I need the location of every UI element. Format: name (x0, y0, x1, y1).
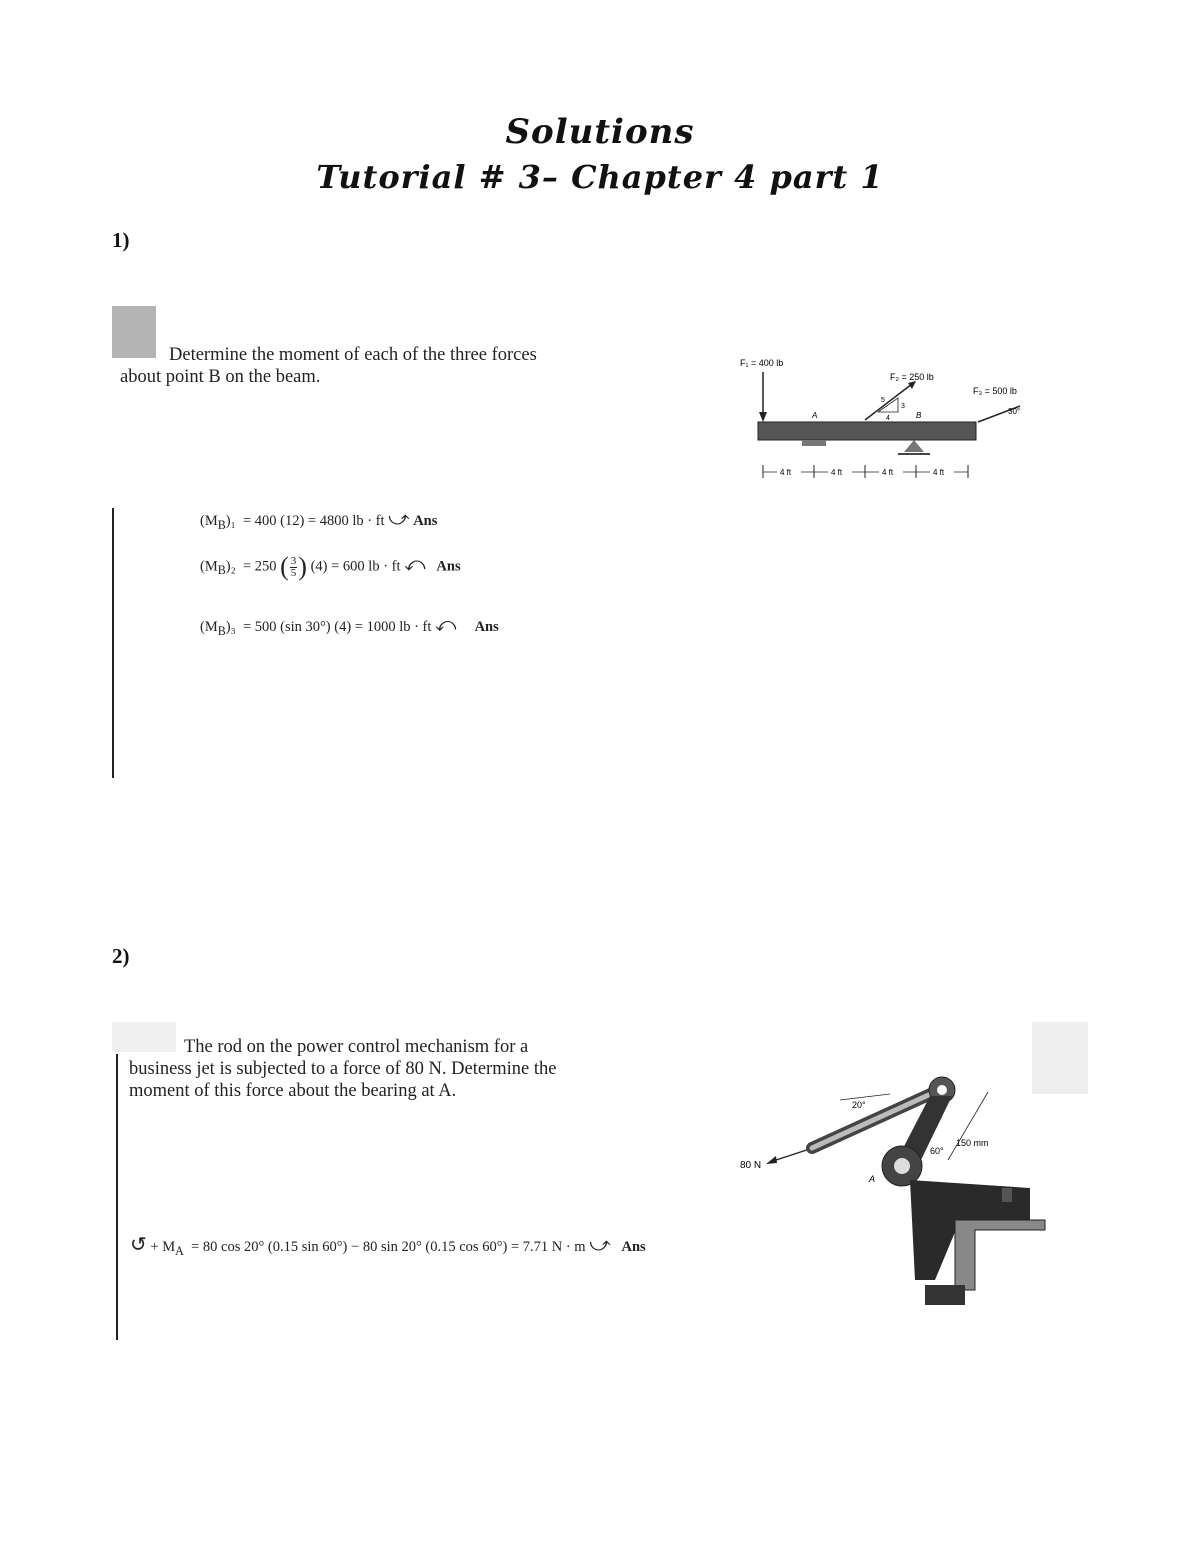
question-1-text-line1: Determine the moment of each of the three forces (169, 345, 537, 365)
counterclockwise-sign-icon: ↺ (130, 1234, 147, 1256)
clockwise-moment-icon: ⤻ (589, 1234, 611, 1256)
dim-label-1: 4 ft (780, 468, 792, 477)
q1-equation-3: $(M_B)_3 = 500$ (sin 30°) (4) = 1000 lb · ft ⤺ Ans (200, 614, 499, 638)
f3-label: F₃ = 500 lb (973, 386, 1017, 396)
force-label: 80 N (740, 1160, 762, 1171)
tri-4-label: 4 (886, 415, 890, 422)
question-2-marker (112, 1022, 176, 1052)
question-1-marker (112, 306, 156, 358)
clockwise-moment-icon: ⤻ (388, 508, 410, 530)
dim-label-2: 4 ft (831, 468, 843, 477)
question-1-text-line2: about point B on the beam. (120, 367, 321, 387)
beam-figure (730, 350, 1050, 490)
point-b-label: B (916, 411, 922, 420)
counterclockwise-moment-icon: ⤺ (435, 614, 457, 636)
f2-arrowhead (908, 381, 916, 389)
force-arrowhead (766, 1156, 777, 1164)
f1-arrowhead (759, 412, 767, 422)
dim-label-3: 4 ft (882, 468, 894, 477)
mechanism-figure (730, 1070, 1060, 1320)
question-2-number: 2) (112, 944, 130, 968)
q1-equation-1: $(M_B)_1 = 400$ (12) = 4800 lb · ft ⤻ Ans (200, 508, 438, 532)
angle-20-label: 20° (852, 1100, 866, 1110)
question-2-text-line1: The rod on the power control mechanism for a (184, 1037, 529, 1057)
beam (758, 422, 976, 440)
f2-label: F₂ = 250 lb (890, 372, 934, 382)
angle-60-label: 60° (930, 1146, 944, 1156)
length-label: 150 mm (956, 1138, 989, 1148)
dimension-line-150 (948, 1092, 988, 1160)
question-2-text-line2: business jet is subjected to a force of 80 N. Determine the (129, 1059, 557, 1079)
tri-5-label: 5 (881, 397, 885, 404)
question-2-text-line3: moment of this force about the bearing at A. (129, 1081, 457, 1101)
bearing-hole (894, 1158, 910, 1174)
angle-bracket (955, 1220, 1045, 1290)
pivot-hole (937, 1085, 947, 1095)
q2-equation: ↺ + $M_A = 80$ cos 20° (0.15 sin 60°) − 80 sin 20° (0.15 cos 60°) = 7.71 N · m ⤻ Ans (130, 1234, 646, 1258)
f3-angle: 30° (1008, 407, 1021, 416)
page-subtitle: Tutorial # 3– Chapter 4 part 1 (316, 158, 884, 196)
base-block (925, 1285, 965, 1305)
page-title: Solutions (505, 112, 695, 152)
f1-label: F₁ = 400 lb (740, 358, 784, 368)
point-a-label: A (812, 411, 818, 420)
point-a-label: A (869, 1174, 876, 1184)
tri-3-label: 3 (901, 403, 905, 410)
question-2-margin-line (116, 1054, 118, 1340)
dim-label-4: 4 ft (933, 468, 945, 477)
q1-equation-2: $(M_B)_2 = 250$ ( $\frac{3}{5}$ ) (4) = 600 lb · ft ⤺ Ans (200, 552, 461, 581)
question-1-number: 1) (112, 228, 130, 252)
support-a (802, 440, 826, 446)
bolt (1002, 1188, 1012, 1202)
support-b (904, 440, 924, 452)
counterclockwise-moment-icon: ⤺ (404, 553, 426, 576)
question-1-margin-line (112, 508, 114, 778)
